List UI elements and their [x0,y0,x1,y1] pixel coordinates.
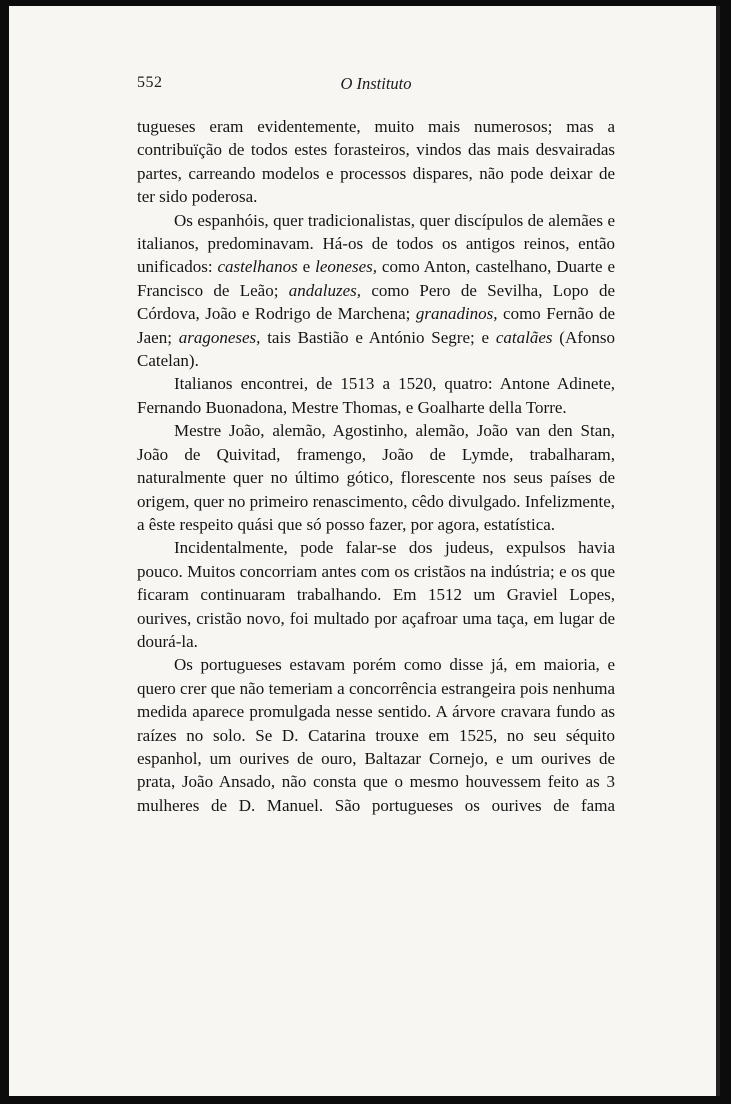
italic-run: andaluzes, [288,280,362,300]
paragraph-4 [137,419,615,536]
text-run: Incidentalmente, pode falar-se dos judeus, expulsos havia pouco. Muitos concorriam antes com os cristãos na indústria; e os que ficaram continuaram trabalhando. Em 1512 um Graviel Lopes, ourives, cristão novo, foi multado por açafroar uma taça, em lugar de dourá-la. [137,538,615,651]
body-text [137,115,615,817]
italic-run: catalães [495,327,553,347]
text-run: Os espanhóis, quer tradicionalistas, quer discípulos de alemães e italianos, predominavam. Há-os de todos os antigos reinos, então unificados: [137,210,615,277]
italic-run: granadinos, [415,304,498,324]
text-run: tais Bastião e António Segre; e [260,327,496,347]
paragraph-2 [137,209,615,373]
paragraph-6 [137,653,615,817]
text-run: como Pero de Sevilha, Lopo de Córdova, João e Rodrigo de Marchena; [137,280,615,324]
text-run: como Fernão de Jaen; [137,304,615,347]
italic-run: aragoneses, [178,327,261,347]
paragraph-3 [137,372,615,419]
text-run: como Anton, castelhano, Duarte e Francisco de Leão; [137,257,616,300]
running-title: O Instituto [340,74,412,93]
text-run: e [297,257,316,277]
paragraph-5 [137,536,615,653]
text-run: Italianos encontrei, de 1513 a 1520, quatro: Antone Adinete, Fernando Buonadona, Mestre Thomas, e Goalharte della Torre. [137,374,615,417]
paragraph-1 [137,115,615,209]
italic-run: castelhanos [217,257,298,277]
page-header [137,74,615,96]
page-number: 552 [137,74,163,91]
italic-run: leoneses, [315,257,377,277]
page-edge-shadow [716,6,720,1096]
text-run: tugueses eram evidentemente, muito mais numerosos; mas a contribuïção de todos estes forasteiros, vindos das mais desvairadas partes, carreando modelos e processos dispares, não pode deixar de ter sido poderosa. [137,117,615,207]
text-run: Mestre João, alemão, Agostinho, alemão, João van den Stan, João de Quivitad, framengo, João de Lymde, trabalharam, naturalmente quer no último gótico, florescente nos seus países de origem, quer no primeiro renascimento, cêdo divulgado. Infelizmente, a êste respeito quási que só posso fazer, por agora, estatística. [137,421,615,534]
text-run: (Afonso Catelan). [137,327,616,371]
text-run: Os portugueses estavam porém como disse já, em maioria, e quero crer que não temeriam a concorrência estrangeira pois nenhuma medida aparece promulgada nesse sentido. A árvore cravara fundo as raízes no solo. Se D. Catarina trouxe em 1525, no seu séquito espanhol, um ourives de ouro, Baltazar Cornejo, e um ourives de prata, João Ansado, não consta que o mesmo houvessem feito as 3 mulheres de D. Manuel. São portugueses os ourives de fama [137,655,615,815]
